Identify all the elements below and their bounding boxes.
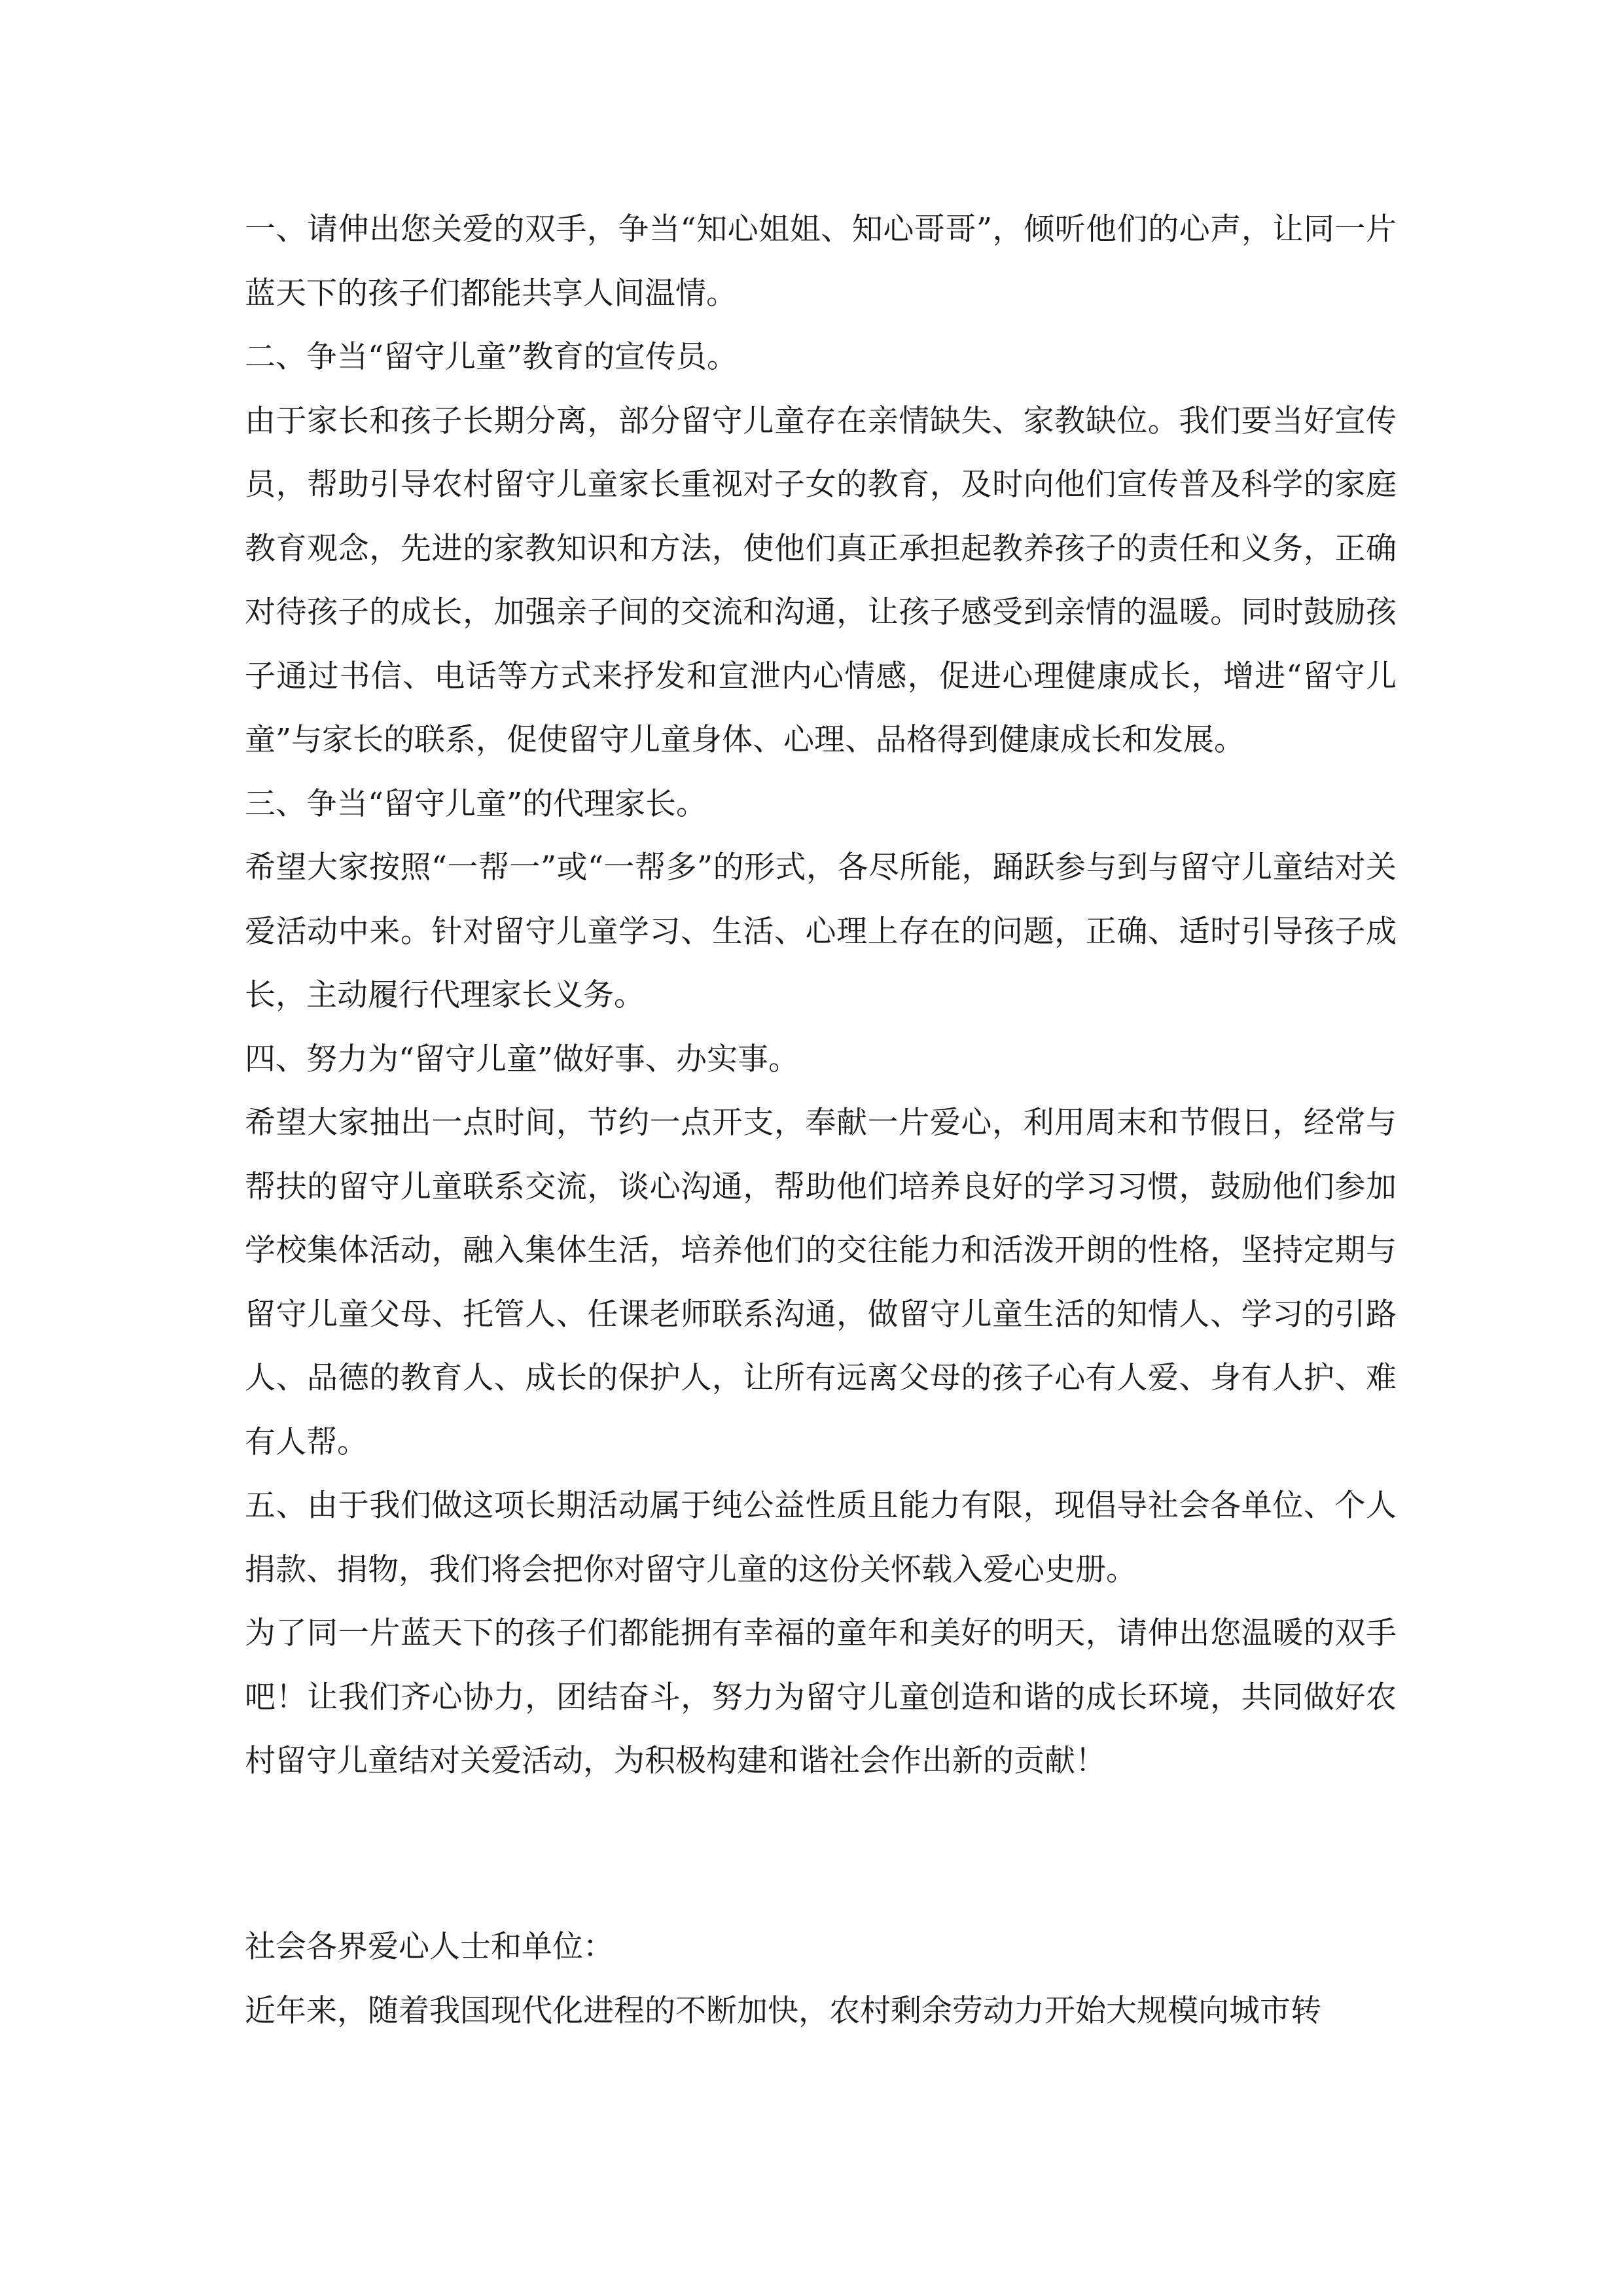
section-heading-3: 三、争当“留守儿童”的代理家长。 [245,785,707,822]
paragraph-item-5: 五、由于我们做这项长期活动属于纯公益性质且能力有限，现倡导社会各单位、个人捐款、捐物，我们将会把你对留守儿童的这份关怀载入爱心史册。 [245,1488,1397,1588]
paragraph-item-2-body: 由于家长和孩子长期分离，部分留守儿童存在亲情缺失、家教缺位。我们要当好宣传员，帮助引导农村留守儿童家长重视对子女的教育，及时向他们宣传普及科学的家庭教育观念，先进的家教知识和方法，使他们真正承担起教养孩子的责任和义务，正确对待孩子的成长，加强亲子间的交流和沟通，让孩子感受到亲情的温暖。同时鼓励孩子通过书信、电话等方式来抒发和宣泄内心情感，促进心理健康成长，增进“留守儿童”与家长的联系，促使留守儿童身体、心理、品格得到健康成长和发展。 [245,403,1397,758]
section-heading-2: 二、争当“留守儿童”教育的宣传员。 [245,339,738,375]
salutation-line: 社会各界爱心人士和单位： [245,1929,614,1965]
paragraph-item-1: 一、请伸出您关爱的双手，争当“知心姐姐、知心哥哥”，倾听他们的心声，让同一片蓝天下的孩子们都能共享人间温情。 [245,211,1397,312]
paragraph-item-3-body: 希望大家按照“一帮一”或“一帮多”的形式，各尽所能，踊跃参与到与留守儿童结对关爱活动中来。针对留守儿童学习、生活、心理上存在的问题，正确、适时引导孩子成长，主动履行代理家长义务。 [245,850,1397,1013]
letter-opening-line: 近年来，随着我国现代化进程的不断加快，农村剩余劳动力开始大规模向城市转 [245,1992,1321,2029]
document-body [245,198,1397,1793]
paragraph-item-4-body: 希望大家抽出一点时间，节约一点开支，奉献一片爱心，利用周末和节假日，经常与帮扶的留守儿童联系交流，谈心沟通，帮助他们培养良好的学习习惯，鼓励他们参加学校集体活动，融入集体生活，培养他们的交往能力和活泼开朗的性格，坚持定期与留守儿童父母、托管人、任课老师联系沟通，做留守儿童生活的知情人、学习的引路人、品德的教育人、成长的保护人，让所有远离父母的孩子心有人爱、身有人护、难有人帮。 [245,1105,1397,1460]
section-heading-4: 四、努力为“留守儿童”做好事、办实事。 [245,1041,800,1077]
closing-appeal-paragraph: 为了同一片蓝天下的孩子们都能拥有幸福的童年和美好的明天，请伸出您温暖的双手吧！让我们齐心协力，团结奋斗，努力为留守儿童创造和谐的成长环境，共同做好农村留守儿童结对关爱活动，为积极构建和谐社会作出新的贡献！ [245,1615,1397,1779]
next-letter-section [245,1915,1397,2043]
